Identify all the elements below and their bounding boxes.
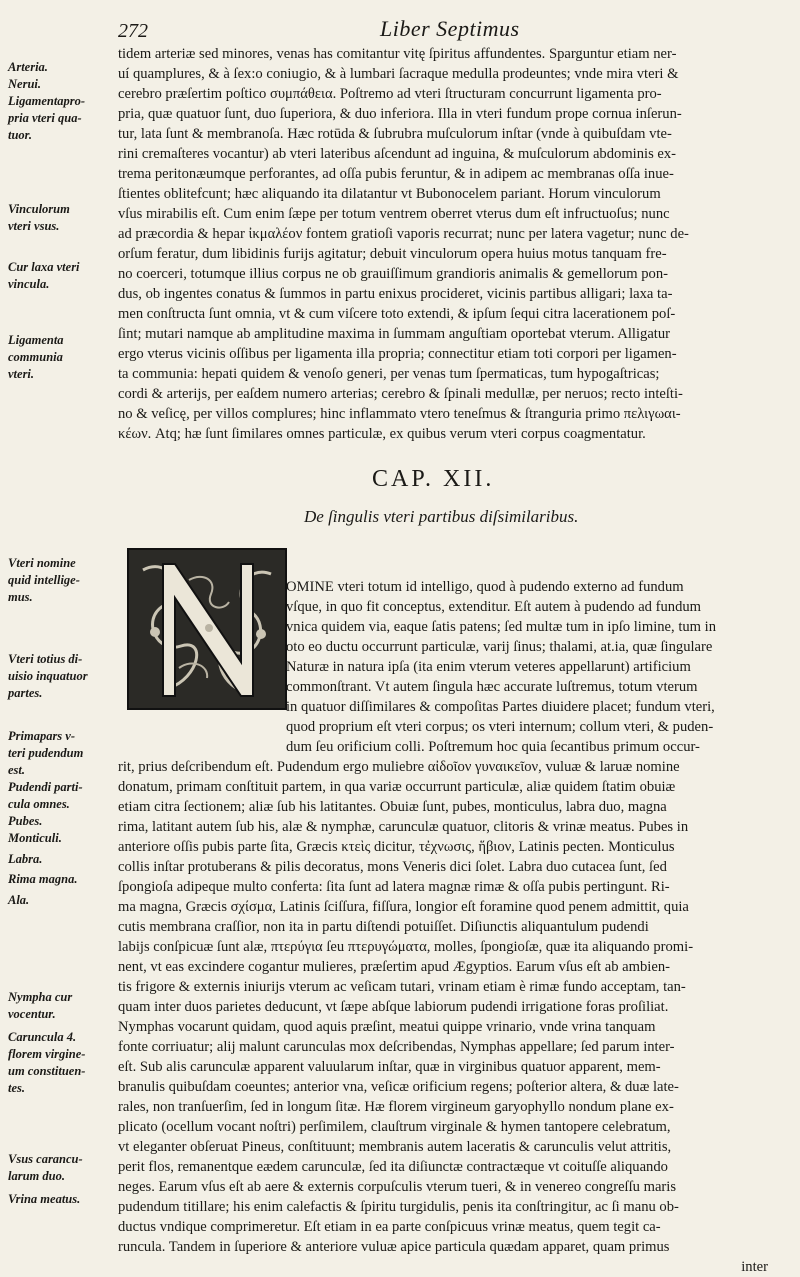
margin-note: teri pudendum	[8, 746, 84, 760]
margin-note: pria vteri qua-	[8, 111, 82, 125]
text-line: vt eleganter obſeruat Pineus, conſtituunt; membranis autem laceratis & carunculis velut attritis,	[118, 1139, 672, 1155]
margin-note: uisio inquatuor	[8, 669, 88, 683]
margin-note: est.	[8, 763, 26, 777]
text-line: etiam citra ſectionem; aliæ ſub his latitantes. Obuiæ ſunt, pubes, monticulus, labra duo, magna	[118, 799, 667, 815]
text-line: fonte corriuatur; alij malunt carunculas mox deſcribendas, Nymphas appellare; ſed parum inter-	[118, 1039, 675, 1055]
text-line: rini cremaſteres vocantur) ab vteri lateribus aſcendunt ad inguina, & muſculorum abdominis ex-	[118, 146, 677, 162]
text-line: ſtientes oblitefcunt; hæc aliquando ita dilatantur vt Bubonocelem pariant. Horum vinculorum	[118, 186, 661, 202]
margin-note: Vteri nomine	[8, 556, 76, 570]
text-line: no & veſicę, per villos complures; hinc inflammato vtero teneſmus & ſtranguria primo πελιγωαι-	[118, 406, 681, 422]
page-header	[0, 12, 800, 42]
text-line: quod proprium eſt vteri corpus; os vteri internum; collum vteri, & puden-	[286, 719, 714, 735]
margin-note: vincula.	[8, 277, 50, 291]
margin-note: tuor.	[8, 128, 32, 142]
text-line: oto eo ductu occurrunt particulæ, varij ſinus; thalami, at.ia, quæ ſingulare	[286, 639, 713, 655]
text-line: eſt. Sub alis carunculæ apparent valuularum inſtar, quæ in virginibus quatuor apparent, mem-	[118, 1059, 661, 1075]
margin-note: um constituen-	[8, 1064, 86, 1078]
text-line: orſum feratur, dum libidinis furijs agitatur; debuit vinculorum opera huius motus tanquam fre-	[118, 246, 667, 262]
text-line: ma magna, Græcis σχίσμα, Latinis ſciſſura, fiſſura, longior eſt foramine quod penem admittit, quia	[118, 899, 689, 915]
text-line: OMINE vteri totum id intelligo, quod à pudendo externo ad fundum	[286, 579, 684, 595]
margin-note: Vrina meatus.	[8, 1192, 81, 1206]
margin-note: Ala.	[8, 893, 30, 907]
margin-note: Vteri totius di-	[8, 652, 83, 666]
text-line: dus, ob ingentes conatus & ſummos in partu enixus procideret, vicinis partibus alligari; laxa ta-	[118, 286, 673, 302]
text-line: trema peritonæumque perforantes, ad oſſa pubis feruntur, & in adipem ac membranas oſſa inue-	[118, 166, 674, 182]
text-line: uí quamplures, & à ſex:o coniugio, & à lumbari ſacraque medulla prodeuntes; vnde mira vteri &	[118, 66, 679, 82]
margin-note: Primapars v-	[8, 729, 76, 743]
chapter-heading: CAP. XII.	[372, 466, 495, 492]
text-line: cordi & arterijs, per eaſdem numero arterias; cerebro & ſpinali medullæ, per neruos; recto inteſti-	[118, 386, 683, 402]
margin-note: Cur laxa vteri	[8, 260, 80, 274]
text-line: tur, lata ſunt & membranoſa. Hæc rotūda & ſubrubra muſculorum inſtar (vnde à quibuſdam vte-	[118, 126, 672, 142]
margin-note: Labra.	[8, 852, 43, 866]
margin-note: communia	[8, 350, 63, 364]
text-line: ad præcordia & hepar ἰκμαλέον fontem gratioſi vaporis recurrat; nunc per latera vagetur; nunc de-	[118, 226, 689, 242]
text-line: labijs conſpicuæ ſunt alæ, πτερύγια ſeu πτερυγώματα, molles, ſpongioſæ, quæ ita aliquando promi-	[118, 939, 694, 955]
margin-note: partes.	[8, 686, 43, 700]
text-line: κέων. Atq; hæ ſunt ſimilares omnes particulæ, ex quibus verum vteri corpus coagmentatur.	[118, 426, 646, 442]
margin-note: Pubes.	[8, 814, 43, 828]
margin-note: Vsus carancu-	[8, 1152, 83, 1166]
text-line: anteriore oſſis pubis parte ſita, Græcis κτεὶς dicitur, τἐχνωσις, ἥβιον, Latinis pecten. Monticulus	[118, 839, 675, 855]
text-line: rima, latitant autem ſub his, alæ & nymphæ, carunculæ quatuor, clitoris & vrinæ meatus. Pubes in	[118, 819, 689, 835]
text-line: pudendum titillare; his enim calefactis & ſpiritu turgidulis, penis ita conſtringitur, ac ſi manu ob-	[118, 1199, 679, 1215]
margin-note: Arteria.	[8, 60, 48, 74]
margin-note: vocentur.	[8, 1007, 56, 1021]
margin-note: vteri vsus.	[8, 219, 60, 233]
text-line: ſint; mutari namque ab amplitudine maxima in ſummam anguſtiam oportebat vterum. Alligatur	[118, 326, 671, 342]
text-line: collis inſtar protuberans & pilis decoratus, mons Veneris dici ſolet. Labra duo cutacea ſunt, ſed	[118, 859, 667, 875]
running-head: Liber Septimus	[380, 16, 520, 41]
text-line: ſpongioſa adipeque multo conferta: ſita ſunt ad latera magnæ rimæ & oſſa pubis pertingunt. Ri-	[118, 879, 670, 895]
text-line: quam inter duos parietes deducunt, vt ſæpe abſque labiorum pudendi irrigatione foras proſiliat.	[118, 999, 669, 1015]
text-line: Naturæ in natura ipſa (ita enim vterum veteres appellarunt) artificium	[286, 659, 691, 675]
text-line: in quatuor diſſimilares & compoſitas Partes diuidere placet; fundum vteri,	[286, 699, 715, 715]
text-line: rit, prius deſcribendum eſt. Pudendum ergo muliebre αἰδοῖον γυναικεῖον, vuluæ & laruæ nomine	[118, 759, 680, 775]
margin-note: Ligamentapro-	[8, 94, 86, 108]
margin-note: Nympha cur	[8, 990, 73, 1004]
margin-note: vteri.	[8, 367, 35, 381]
text-line: nent, vt eas excindere cogantur mulieres, præſertim apud Ægyptios. Earum vſus eſt ab ambien-	[118, 959, 670, 975]
text-line: perit flos, remanentque eædem carunculæ, ſed ita diſiunctæ contractæque vt coituſſe aliquando	[118, 1159, 668, 1175]
text-line: no coerceri, totumque illius corpus ne ob grauiſſimum grandioris animalis & gemellorum pon-	[118, 266, 668, 282]
margin-note: mus.	[8, 590, 33, 604]
margin-note: Ligamenta	[8, 333, 64, 347]
decorated-initial-n	[127, 548, 287, 710]
margin-note: larum duo.	[8, 1169, 65, 1183]
text-line: vnica quidem via, eaque ſatis patens; ſed multæ tum in ipſo limine, tum in	[286, 619, 717, 635]
margin-note: Monticuli.	[8, 831, 62, 845]
text-line: plicato (ocellum vocant noſtri) perſimilem, clauſtrum virginale & hymen tantopere celebratum,	[118, 1119, 671, 1135]
text-line: tidem arteriæ sed minores, venas has comitantur vitę ſpiritus affundentes. Sparguntur etiam ner-	[118, 46, 677, 62]
margin-note: Nerui.	[8, 77, 41, 91]
text-line: men conſtructa ſunt omnia, vt & cum viſcere toto extendi, & ipſum ſequi citra lacerationem poſ-	[118, 306, 676, 322]
text-line: cerebro præſertim poſtico συμπάθεια. Poſtremo ad vteri ſtructuram concurrunt ligamenta pro-	[118, 86, 662, 102]
page-number: 272	[118, 20, 148, 42]
text-line: commonſtrant. Vt autem ſingula hæc accurate luſtremus, totum vterum	[286, 679, 698, 695]
chapter-subtitle: De ſingulis vteri partibus diſsimilaribus.	[304, 507, 579, 526]
margin-note: Rima magna.	[8, 872, 78, 886]
text-line: pria, quæ quatuor ſunt, duo ſuperiora, & duo inferiora. Illa in vteri fundum prope cornua inſerun-	[118, 106, 682, 122]
text-line: rales, non tranſuerſim, ſed in longum ſitæ. Hæ florem virgineum garyophyllo nondum plane ex-	[118, 1099, 674, 1115]
text-line: runcula. Tandem in ſuperiore & anteriore vuluæ apice particula quædam apparet, quam primus	[118, 1239, 670, 1255]
text-line: cutis membrana craſſior, non ita in partu diſtendi potuiſſet. Diſiunctis aliquantulum pudendi	[118, 919, 649, 935]
text-line: ductus vndique comprimeretur. Eſt etiam in ea parte conſpicuus vrinæ meatus, quem tegit ca-	[118, 1219, 661, 1235]
catchword: inter	[741, 1259, 768, 1275]
text-line: neges. Earum vſus eſt ab aere & externis corpuſculis vterum tueri, & in venereo congreſſu maris	[118, 1179, 677, 1195]
margin-note: quid intellige-	[8, 573, 80, 587]
margin-note: florem virgine-	[8, 1047, 86, 1061]
text-line: ta communia: hepati quidem & venoſo generi, per venas tum ſpermaticas, tum hypogaſtricas;	[118, 366, 660, 382]
text-line: branulis quibuſdam coeuntes; anterior vna, veſicæ orificium regens; poſterior altera, & duæ late-	[118, 1079, 679, 1095]
margin-note: Caruncula 4.	[8, 1030, 77, 1044]
text-line: Nymphas vocarunt quidam, quod aquis præſint, meatui quippe vrinario, vnde vrina tanquam	[118, 1019, 656, 1035]
ornament-icon	[129, 550, 285, 708]
margin-note: tes.	[8, 1081, 26, 1095]
text-line: donatum, primam conſtituit partem, in qua variæ occurrunt particulæ, aliæ quidem ſtatim obuiæ	[118, 779, 676, 795]
margin-note: cula omnes.	[8, 797, 70, 811]
text-line: vſus mirabilis eſt. Cum enim ſæpe per totum ventrem oberret vterus dum eſt infructuoſus; nunc	[118, 206, 670, 222]
text-line: tis frigore & externis iniurijs vterum ac veſicam tutari, vrinam etiam è rimæ fundo acceptam, tan-	[118, 979, 686, 995]
margin-note: Vinculorum	[8, 202, 70, 216]
text-line: vſque, in quo fit conceptus, extenditur. Eſt autem à pudendo ad fundum	[286, 599, 702, 615]
text-line: dum ſeu orificium colli. Poſtremum hoc quia ſecantibus primum occur-	[286, 739, 700, 755]
margin-note: Pudendi parti-	[8, 780, 83, 794]
text-line: ergo vterus vicinis oſſibus per ligamenta illa propria; connectitur etiam toti corpori per ligamen-	[118, 346, 677, 362]
